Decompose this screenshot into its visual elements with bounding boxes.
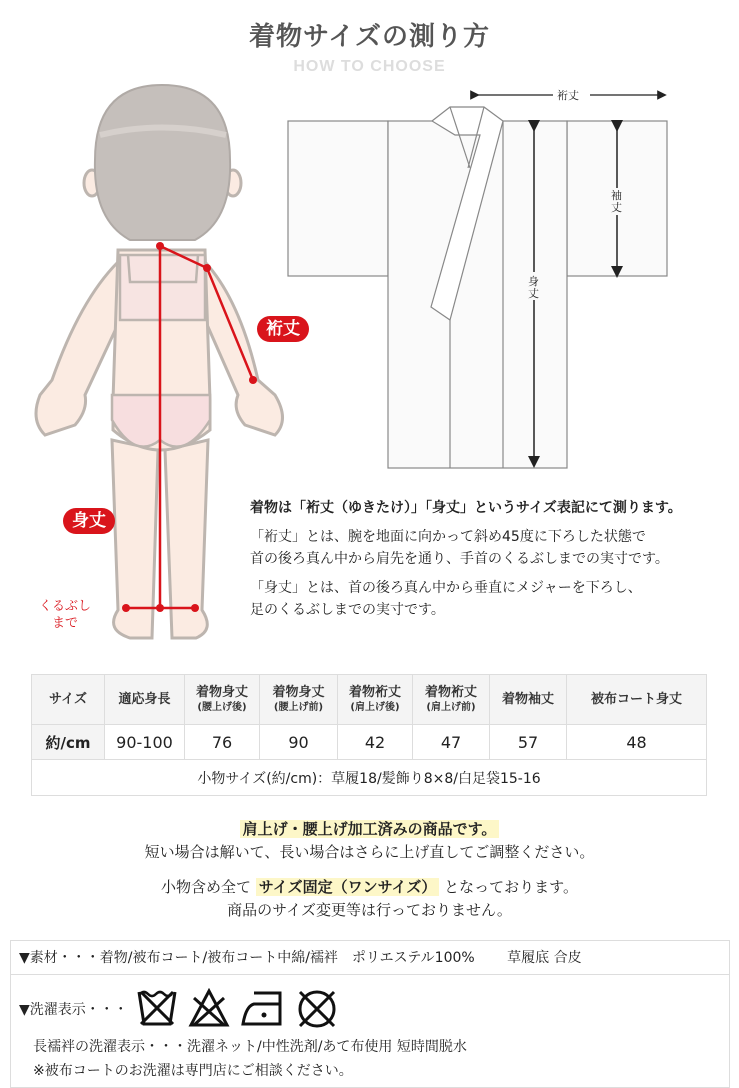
cell-unit: 約/cm [32, 725, 105, 760]
page-title: 着物サイズの測り方 [249, 22, 490, 52]
header-sode: 着物袖丈 [490, 675, 567, 725]
no-bleach-icon [188, 988, 230, 1028]
size-notes [0, 818, 739, 922]
header-height: 適応身長 [105, 675, 185, 725]
iron-low-icon [240, 988, 286, 1028]
kurubushi-label: くるぶし まで [38, 599, 91, 631]
spec-box [10, 940, 730, 1088]
accessories-note: 小物サイズ(約/cm)：草履18/髪飾り8×8/白足袋15-16 [32, 760, 707, 796]
description-yuki: 「裄丈」とは、腕を地面に向かって斜め45度に下ろした状態で 首の後ろ真ん中から肩先を通り、手首のくるぶしまでの実寸です。 [250, 529, 669, 567]
header-mitake-after: 着物身丈 (腰上げ後) [185, 675, 260, 725]
material-row: ▼素材・・・着物/被布コート/被布コート中綿/襦袢 ポリエステル100% 草履底 合皮 [11, 941, 729, 975]
header-yuki-after: 着物裄丈 (肩上げ後) [338, 675, 413, 725]
cell-yuki-after: 42 [338, 725, 413, 760]
kimono-mitake-label: 身丈 [528, 275, 539, 300]
header-size: サイズ [32, 675, 105, 725]
header-mitake-before: 着物身丈 (腰上げ前) [260, 675, 338, 725]
no-dry-clean-icon [296, 988, 338, 1030]
accessories-row [32, 760, 707, 796]
cell-sode: 57 [490, 725, 567, 760]
coat-wash-note: ※被布コートのお洗濯は専門店にご相談ください。 [33, 1063, 353, 1079]
cell-yuki-before: 47 [413, 725, 490, 760]
cell-height: 90-100 [105, 725, 185, 760]
kimono-sode-label: 袖丈 [611, 189, 622, 214]
kimono-yuki-label: 裄丈 [557, 89, 579, 102]
hand-wash-prohibited-icon [136, 988, 178, 1028]
kimono-diagram [280, 80, 680, 480]
cell-mitake-before: 90 [260, 725, 338, 760]
mitake-badge: 身丈 [63, 508, 115, 534]
yuki-badge: 裄丈 [257, 316, 309, 342]
header-coat-mitake: 被布コート身丈 [567, 675, 707, 725]
no-change-note: 商品のサイズ変更等は行っておりません。 [227, 901, 512, 919]
measurement-description [250, 497, 730, 628]
wash-section [11, 975, 729, 1087]
juban-wash-note: 長襦袢の洗濯表示・・・洗濯ネット/中性洗剤/あて布使用 短時間脱水 [33, 1039, 467, 1055]
size-table-header [32, 675, 707, 725]
size-table [31, 674, 707, 796]
cell-coat-mitake: 48 [567, 725, 707, 760]
fixed-size-note: 小物含め全て サイズ固定（ワンサイズ） となっております。 [161, 878, 578, 896]
description-lead: 着物は「裄丈（ゆきたけ）」「身丈」というサイズ表記にて測ります。 [250, 500, 682, 516]
table-row [32, 725, 707, 760]
wash-label: ▼洗濯表示・・・ [19, 1002, 128, 1018]
header-yuki-before: 着物裄丈 (肩上げ前) [413, 675, 490, 725]
adjust-note: 短い場合は解いて、長い場合はさらに上げ直してご調整ください。 [144, 843, 595, 861]
fixed-size-highlight: サイズ固定（ワンサイズ） [256, 878, 440, 896]
description-mitake: 「身丈」とは、首の後ろ真ん中から垂直にメジャーを下ろし、 足のくるぶしまでの実寸です。 [250, 580, 642, 618]
page-subtitle: HOW TO CHOOSE [293, 58, 446, 75]
cell-mitake-after: 76 [185, 725, 260, 760]
processed-highlight: 肩上げ・腰上げ加工済みの商品です。 [240, 820, 500, 838]
